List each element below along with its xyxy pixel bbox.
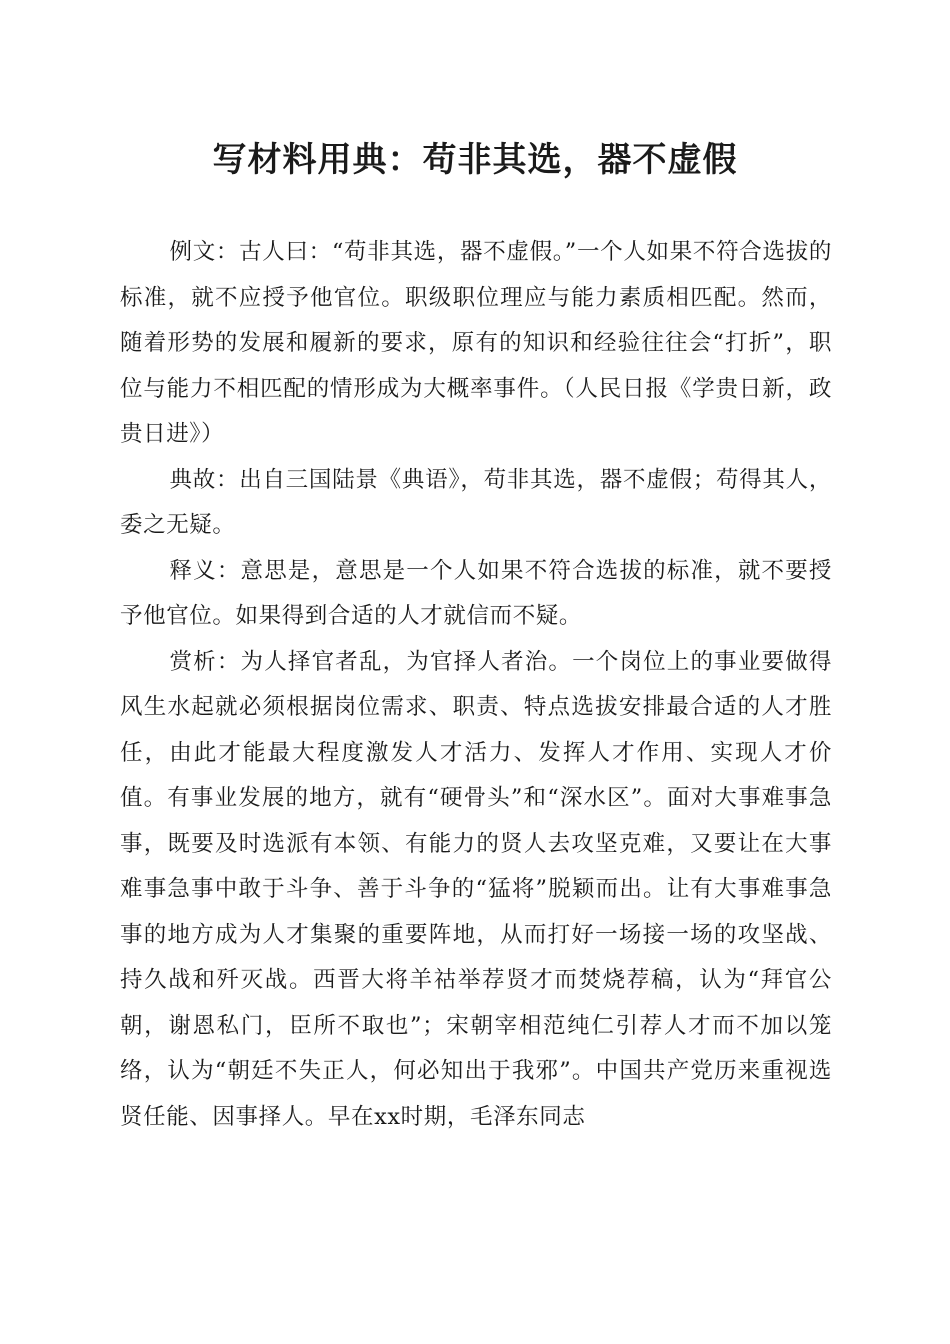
paragraph-meaning: 释义：意思是，意思是一个人如果不符合选拔的标准，就不要授予他官位。如果得到合适的人才就信而不疑。	[120, 557, 832, 629]
document-body	[120, 230, 832, 1140]
document-title: 写材料用典：苟非其选，器不虚假	[212, 140, 738, 180]
paragraph-allusion: 典故：出自三国陆景《典语》，苟非其选，器不虚假；苟得其人，委之无疑。	[120, 466, 832, 538]
paragraph-example: 例文：古人曰：“苟非其选，器不虚假。”一个人如果不符合选拔的标准，就不应授予他官位。职级职位理应与能力素质相匹配。然而，随着形势的发展和履新的要求，原有的知识和经验往往会“打折”，职位与能力不相匹配的情形成为大概率事件。（人民日报《学贵日新，政贵日进》）	[120, 239, 832, 447]
paragraph-appreciation: 赏析：为人择官者乱，为官择人者治。一个岗位上的事业要做得风生水起就必须根据岗位需求、职责、特点选拔安排最合适的人才胜任，由此才能最大程度激发人才活力、发挥人才作用、实现人才价值。有事业发展的地方，就有“硬骨头”和“深水区”。面对大事难事急事，既要及时选派有本领、有能力的贤人去攻坚克难，又要让在大事难事急事中敢于斗争、善于斗争的“猛将”脱颖而出。让有大事难事急事的地方成为人才集聚的重要阵地，从而打好一场接一场的攻坚战、持久战和歼灭战。西晋大将羊祜举荐贤才而焚烧荐稿，认为“拜官公朝，谢恩私门，臣所不取也”；宋朝宰相范纯仁引荐人才而不加以笼络，认为“朝廷不失正人，何必知出于我邪”。中国共产党历来重视选贤任能、因事择人。早在xx时期，毛泽东同志	[120, 648, 832, 1130]
